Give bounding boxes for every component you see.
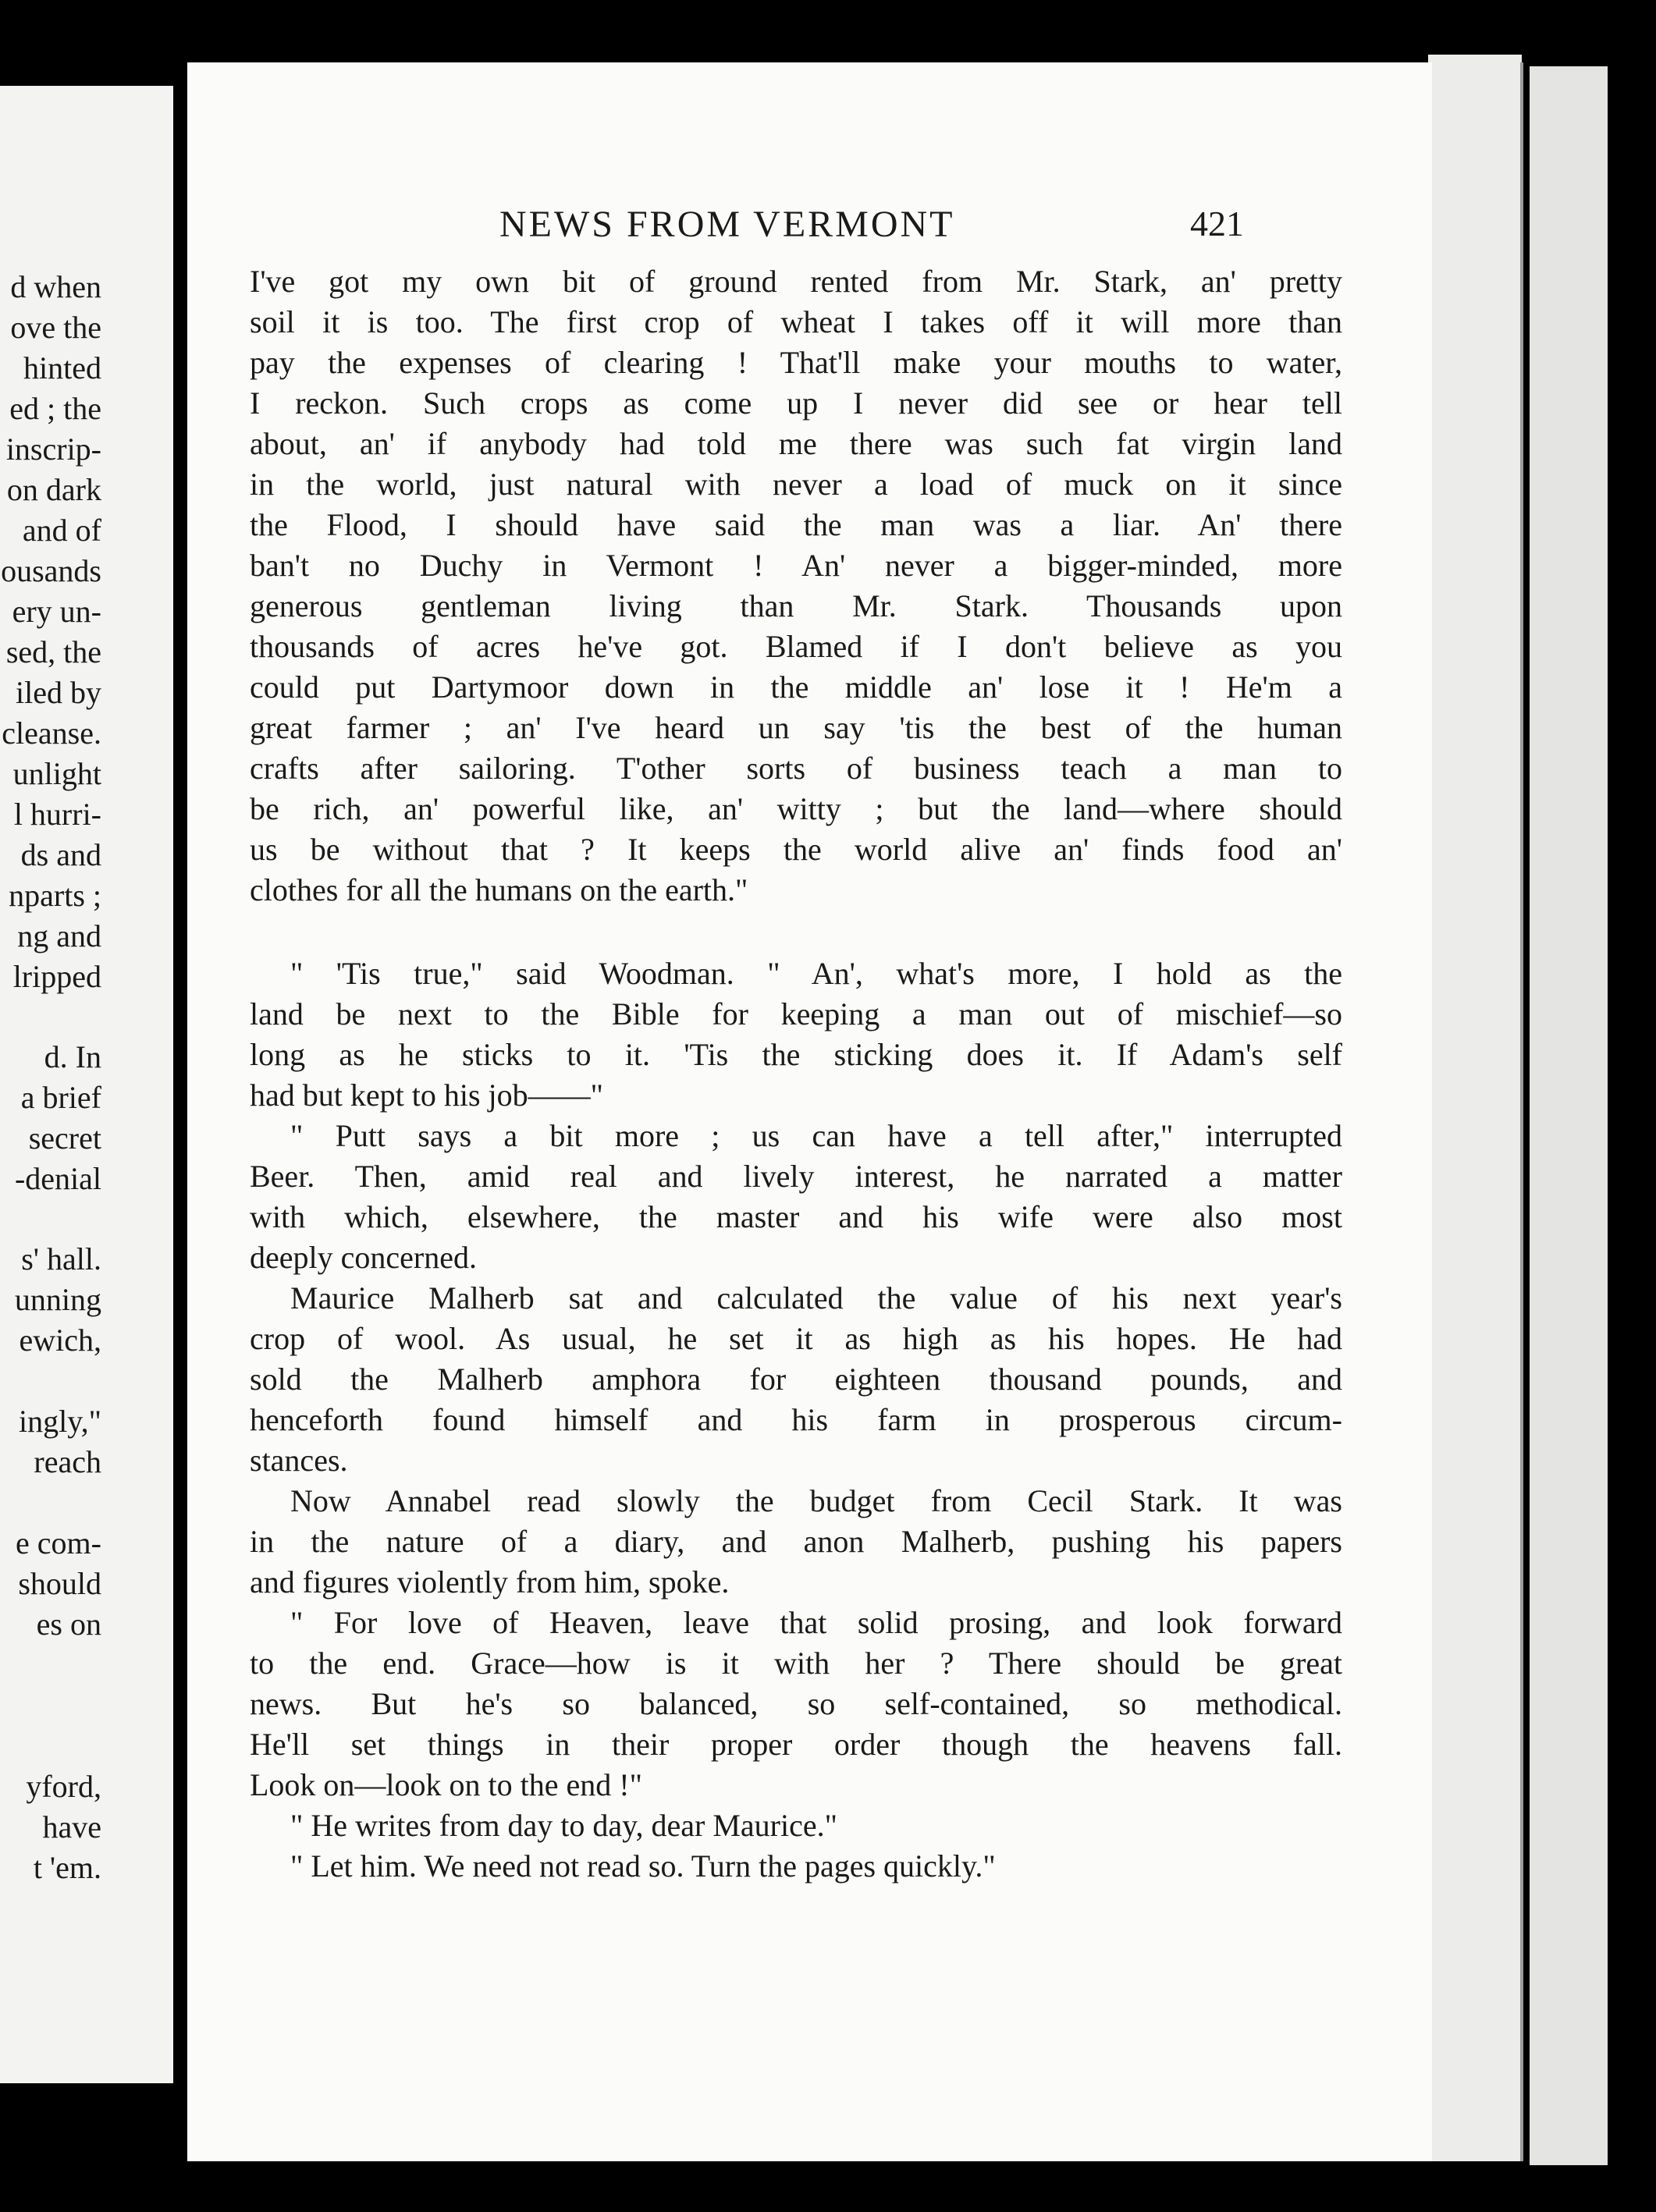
- left-page-line: d when: [10, 269, 101, 304]
- left-page-line: hinted: [23, 350, 101, 385]
- text-line: had but kept to his job——": [250, 1078, 603, 1113]
- text-line: with which, elsewhere, the master and his wife were also most: [250, 1199, 1342, 1234]
- text-line: pay the expenses of clearing ! That'll make your mouths to water,: [250, 345, 1342, 380]
- text-line: Look on—look on to the end !": [250, 1767, 642, 1802]
- left-page-line: -denial: [14, 1161, 101, 1196]
- paragraph: [250, 1278, 1342, 1481]
- book-page: [187, 62, 1432, 2161]
- left-page-line: ingly,": [19, 1404, 101, 1439]
- body-text: [250, 261, 1342, 1887]
- text-line: in the world, just natural with never a load of muck on it since: [250, 467, 1342, 502]
- left-page-line: ewich,: [19, 1323, 101, 1358]
- text-line: the Flood, I should have said the man was a liar. An' there: [250, 507, 1342, 542]
- text-line: thousands of acres he've got. Blamed if I don't believe as you: [250, 629, 1342, 664]
- left-page-line: ery un-: [12, 594, 101, 629]
- paragraph-gap: [250, 911, 1342, 953]
- text-line: us be without that ? It keeps the world alive an' finds food an': [250, 832, 1342, 867]
- text-line: news. But he's so balanced, so self-contained, so methodical.: [250, 1686, 1342, 1721]
- left-page-line: unning: [14, 1282, 101, 1317]
- text-line: deeply concerned.: [250, 1240, 477, 1275]
- paragraph: [250, 953, 1342, 1116]
- paragraph: [250, 1116, 1342, 1278]
- left-page-line: t 'em.: [33, 1850, 101, 1885]
- page-stack-divider: [1520, 62, 1523, 2161]
- page-title: NEWS FROM VERMONT: [499, 204, 955, 245]
- text-line: " Putt says a bit more ; us can have a tell after," interrupted: [290, 1118, 1342, 1153]
- left-page-line: unlight: [12, 756, 101, 791]
- text-line: long as he sticks to it. 'Tis the sticking does it. If Adam's self: [250, 1037, 1342, 1072]
- left-page-line: l hurri-: [13, 797, 101, 832]
- left-facing-page: [0, 86, 173, 2083]
- text-line: Now Annabel read slowly the budget from Cecil Stark. It was: [290, 1483, 1342, 1518]
- text-line: great farmer ; an' I've heard un say 'tis the best of the human: [250, 710, 1342, 745]
- text-line: Beer. Then, amid real and lively interest, he narrated a matter: [250, 1159, 1342, 1194]
- text-line: ban't no Duchy in Vermont ! An' never a bigger-minded, more: [250, 548, 1342, 583]
- left-page-line: ove the: [10, 310, 101, 345]
- text-line: land be next to the Bible for keeping a man out of mischief—so: [250, 996, 1342, 1031]
- left-page-line: e com-: [16, 1525, 101, 1560]
- text-line: could put Dartymoor down in the middle an' lose it ! He'm a: [250, 669, 1342, 705]
- text-line: about, an' if anybody had told me there was such fat virgin land: [250, 426, 1342, 461]
- text-line: " He writes from day to day, dear Maurice.": [290, 1808, 837, 1843]
- left-page-line: have: [42, 1809, 101, 1845]
- left-page-line: reach: [34, 1444, 101, 1479]
- left-page-line: ng and: [17, 918, 101, 953]
- left-page-line: d. In: [44, 1039, 101, 1074]
- left-page-line: ds and: [20, 837, 101, 872]
- left-page-line: es on: [36, 1607, 101, 1642]
- text-line: Maurice Malherb sat and calculated the value of his next year's: [290, 1280, 1342, 1315]
- left-page-line: lripped: [12, 959, 101, 994]
- text-line: to the end. Grace—how is it with her ? There should be great: [250, 1646, 1342, 1681]
- left-page-line: cleanse.: [2, 715, 101, 751]
- left-page-line: sed, the: [5, 634, 101, 669]
- left-page-line: inscrip-: [5, 431, 101, 467]
- paragraph: [250, 1603, 1342, 1805]
- text-line: soil it is too. The first crop of wheat I takes off it will more than: [250, 304, 1342, 339]
- text-line: crop of wool. As usual, he set it as high as his hopes. He had: [250, 1321, 1342, 1356]
- text-line: " 'Tis true," said Woodman. " An', what's more, I hold as the: [290, 956, 1342, 991]
- text-line: clothes for all the humans on the earth.": [250, 872, 748, 907]
- page-number: 421: [1190, 204, 1244, 243]
- text-line: generous gentleman living than Mr. Stark. Thousands upon: [250, 588, 1342, 623]
- left-page-line: and of: [22, 513, 101, 548]
- text-line: stances.: [250, 1443, 348, 1478]
- page-stack-edge: [1428, 55, 1522, 2161]
- left-page-line: a brief: [20, 1080, 101, 1115]
- paragraph: [250, 1805, 1342, 1846]
- page-stack-edge-outer: [1530, 66, 1608, 2165]
- running-head: [187, 203, 1432, 257]
- paragraph: [250, 1481, 1342, 1603]
- text-line: " For love of Heaven, leave that solid prosing, and look forward: [290, 1605, 1342, 1640]
- paragraph: [250, 1846, 1342, 1887]
- left-page-line: should: [18, 1566, 101, 1601]
- text-line: and figures violently from him, spoke.: [250, 1564, 730, 1600]
- text-line: in the nature of a diary, and anon Malherb, pushing his papers: [250, 1524, 1342, 1559]
- text-line: crafts after sailoring. T'other sorts of business teach a man to: [250, 751, 1342, 786]
- left-page-line: ousands: [1, 553, 101, 588]
- left-page-line: yford,: [26, 1769, 101, 1804]
- paragraph: [250, 261, 1342, 911]
- text-line: I reckon. Such crops as come up I never did see or hear tell: [250, 385, 1342, 421]
- left-page-line: on dark: [6, 472, 101, 507]
- left-page-line: nparts ;: [9, 878, 101, 913]
- left-page-line: iled by: [16, 675, 101, 710]
- left-page-line: secret: [28, 1120, 101, 1156]
- left-page-line: ed ; the: [9, 391, 101, 426]
- text-line: be rich, an' powerful like, an' witty ; but the land—where should: [250, 791, 1342, 826]
- text-line: I've got my own bit of ground rented from Mr. Stark, an' pretty: [250, 264, 1342, 299]
- text-line: " Let him. We need not read so. Turn the pages quickly.": [290, 1848, 996, 1884]
- text-line: henceforth found himself and his farm in prosperous circum-: [250, 1402, 1342, 1437]
- text-line: sold the Malherb amphora for eighteen thousand pounds, and: [250, 1362, 1342, 1397]
- text-line: He'll set things in their proper order though the heavens fall.: [250, 1727, 1342, 1762]
- left-page-line: s' hall.: [21, 1241, 101, 1276]
